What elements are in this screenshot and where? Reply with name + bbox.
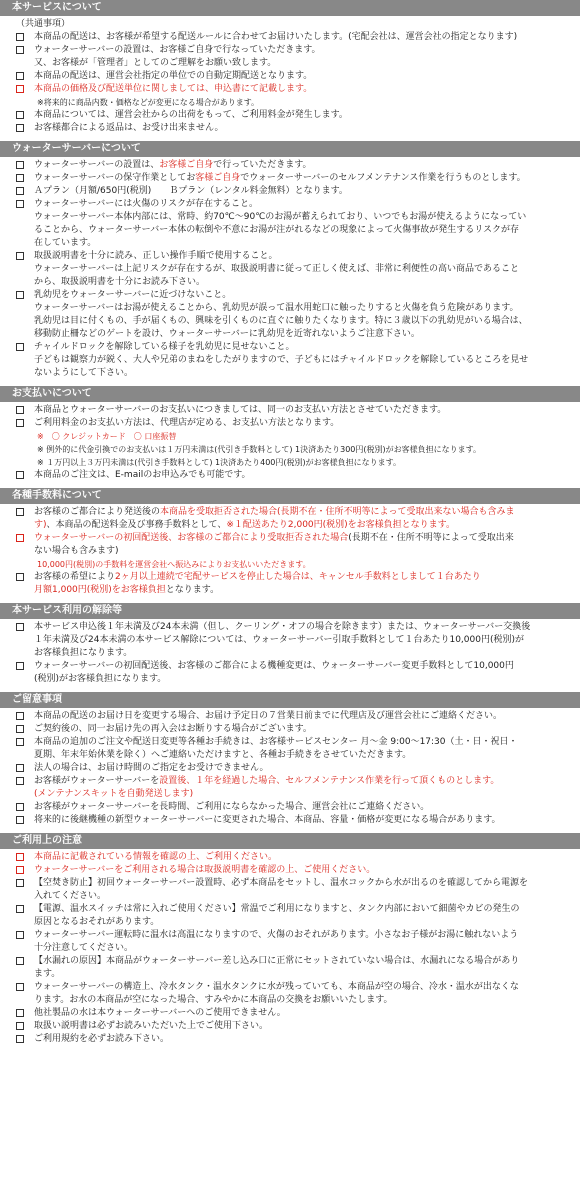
section [13,692,572,827]
checkbox[interactable] [16,803,24,811]
checkbox[interactable] [16,623,24,631]
item-text [34,404,572,417]
item-line: 他社製品の水は本ウォーターサーバーへのご使用できません。 [34,1008,286,1018]
highlight-text: ※１配送あたり2,000円(税別)をお客様負担となります。 [226,520,455,530]
checkbox[interactable] [16,33,24,41]
item-line: 本商品とウォーターサーバーのお支払いにつきましては、同一のお支払い方法とさせていただきます。 [34,405,447,415]
checkbox[interactable] [16,187,24,195]
checklist-item [13,851,572,864]
note-text: ※将来的に商品内数・価格などが変更になる場合があります。 [37,98,260,107]
checkbox[interactable] [16,1022,24,1030]
checklist-item [13,250,572,289]
checklist-item [13,417,572,430]
item-line [34,788,572,801]
item-line: ウォーターサーバーの初回配送後、お客様のご都合による機種変更は、ウォーターサーバー変更手数料として10,000円 [34,661,514,671]
item-line: お客様負担になります。 [34,648,133,658]
item-text [34,1020,572,1033]
highlight-text: お客様ご自身 [159,160,214,170]
checkbox[interactable] [16,957,24,965]
checklist-item [13,109,572,122]
terms-document [13,0,572,1046]
item-line: 【空焚き防止】初回ウォーターサーバー設置時、必ず本商品をセットし、温水コックから水が出るのを確認してから電源を [34,878,529,888]
item-text [34,289,572,341]
section [13,603,572,686]
checklist-item [13,469,572,482]
item-line: ウォーターサーバーの設置は、お客様ご自身で行なっていただきます。 [34,45,321,55]
checkbox[interactable] [16,406,24,414]
note-text: ※ １万円以上３万円未満は(代引き手数料として) 1決済あたり400円(税別)がお客様負担になります。 [37,458,401,467]
checkbox[interactable] [16,85,24,93]
highlight-text: 本商品を受取拒否された場合(長期不在・住所不明等によって受取出来ない場合も含みま [160,507,515,517]
item-line: 子どもは観察力が鋭く、大人や兄弟のまねをしたがりますので、子どもにはチャイルドロックを解除しているところを見せ [34,355,529,365]
checklist-item [13,198,572,250]
section-header: お支払いについて [0,386,580,402]
checkbox[interactable] [16,866,24,874]
checklist-item [13,814,572,827]
checkbox[interactable] [16,252,24,260]
item-line: 【水漏れの原因】本商品がウォーターサーバー差し込み口に正常にセットされていない場合は、水漏れになる場合があり [34,956,520,966]
checklist-item [13,185,572,198]
item-line: 本商品の配送は、運営会社指定の単位での自動定期配送となります。 [34,71,313,81]
item-text [34,736,572,762]
item-text [34,417,572,430]
item-line: 又、お客様が「管理者」としてのご理解をお願い致します。 [34,58,277,68]
item-text [34,532,572,558]
item-line: ウォーターサーバーは上記リスクが存在するが、取扱説明書に従って正しく使えば、非常に利便性の高い商品であること [34,264,520,274]
checklist-item [13,801,572,814]
checklist-item [13,341,572,380]
item-line [34,172,572,185]
checkbox[interactable] [16,1009,24,1017]
text-run: お客様がウォーターサーバーを [34,776,160,786]
checklist-item [13,723,572,736]
section [13,141,572,380]
item-line: 十分注意してください。 [34,943,134,953]
highlight-text: 2ヶ月以上連続で宅配サービスを停止した場合は、キャンセル手数料としまして１台あたり [115,572,481,582]
item-text [34,109,572,122]
item-line: 本商品の追加のご注文や配送日変更等各種お手続きは、お客様サービスセンター 月〜金 9:00〜17:30（土・日・祝日・ [34,737,518,747]
item-text [34,710,572,723]
item-text [34,250,572,289]
checkbox[interactable] [16,662,24,670]
checklist-item [13,1033,572,1046]
item-line [34,506,572,519]
item-line: ウォーターサーバー本体内部には、常時、約70℃〜90℃のお湯が蓄えられており、いつでもお湯が使えるようになってい [34,212,527,222]
checkbox[interactable] [16,738,24,746]
note-text: ※ 〇 クレジットカード 〇 口座振替 [37,432,177,441]
item-line: 入れてください。 [34,891,107,901]
text-run: ウォーターサーバーの保守作業としてお [34,173,196,183]
checkbox[interactable] [16,46,24,54]
item-line [34,159,572,172]
checkbox[interactable] [16,174,24,182]
checkbox[interactable] [16,712,24,720]
checklist-item [13,172,572,185]
item-text [34,185,572,198]
item-text [34,955,572,981]
checkbox[interactable] [16,111,24,119]
item-text [34,31,572,44]
checkbox[interactable] [16,72,24,80]
item-line: ない場合も含みます) [34,546,119,556]
checklist-item [13,955,572,981]
checklist-item [13,877,572,903]
section-header: 本サービス利用の解除等 [0,603,580,619]
checkbox[interactable] [16,471,24,479]
highlight-text: 客様ご自身 [195,173,241,183]
checkbox[interactable] [16,419,24,427]
item-text [34,621,572,660]
checklist-item [13,736,572,762]
item-line: 本商品に記載されている情報を確認の上、ご利用ください。 [34,852,278,862]
checklist-item [13,122,572,135]
item-line: ます。 [34,969,61,979]
checkbox[interactable] [16,1035,24,1043]
checkbox[interactable] [16,534,24,542]
note-text: ※ 例外的に代金引換でのお支払いは１万円未満は(代引き手数料として) 1決済あたり300円(税別)がお客様負担になります。 [37,445,481,454]
checklist-item [13,571,572,597]
item-line: ウォーターサーバーには火傷のリスクが存在すること。 [34,199,259,209]
item-line [34,532,572,545]
checklist-item [13,775,572,801]
checklist-item [13,981,572,1007]
item-line: ることから、ウォーターサーバー本体の転倒や不意にお湯が注がれるなどの現象によって火傷事故が発生するリスクが存 [34,225,520,235]
item-text [34,122,572,135]
item-line [34,775,572,788]
item-text [34,172,572,185]
checkbox[interactable] [16,764,24,772]
checklist-item [13,506,572,532]
item-text [34,762,572,775]
highlight-text: 設置後、１年を経過した場合、セルフメンテナンス作業を行って頂くものとします。 [159,776,500,786]
checklist-item [13,660,572,686]
section [13,0,572,135]
checklist-item [13,621,572,660]
item-line: ご契約後の、同一お届け先の再入会はお断りする場合がございます。 [34,724,312,734]
item-line: ないようにして下さい。 [34,368,134,378]
checkbox[interactable] [16,983,24,991]
highlight-text: す) [34,520,47,530]
checkbox[interactable] [16,931,24,939]
item-text [34,1007,572,1020]
item-text [34,903,572,929]
item-text [34,506,572,532]
item-text [34,660,572,686]
item-line: 本商品の価格及び配送単位に関しましては、申込書にて記載します。 [34,84,313,94]
item-text [34,341,572,380]
item-text [34,159,572,172]
checklist-item [13,83,572,96]
checklist-item [13,864,572,877]
item-line: 夏期、年末年始休業を除く）へご連絡いただけますと、各種お手続きをさせていただきます。 [34,750,412,760]
item-text [34,981,572,1007]
text-run: でウォーターサーバーのセルフメンテナンス作業を行うものとします。 [240,173,526,183]
item-line: ウォーターサーバー運転時に温水は高温になりますので、火傷のおそれがあります。小さなお子様がお湯に触れないよう [34,930,519,940]
checkbox[interactable] [16,816,24,824]
item-text [34,877,572,903]
highlight-text: 月額1,000円(税別)をお客様負担 [34,585,166,595]
checkbox[interactable] [16,879,24,887]
item-line: ウォーターサーバーの構造上、冷水タンク・温水タンクに水が残っていても、本商品が空の場合、冷水・温水が出なくな [34,982,519,992]
item-text [34,571,572,597]
item-line: 本商品のご注文は、E-mailのお申込みでも可能です。 [34,470,251,480]
item-text [34,70,572,83]
item-text [34,864,572,877]
checklist-item [13,762,572,775]
item-line: 法人の場合は、お届け時間のご指定をお受けできません。 [34,763,269,773]
item-line: 本サービス申込後１年未満及び24本未満（但し、クーリング・オフの場合を除きます）または、ウォーターサーバー交換後 [34,622,531,632]
item-text [34,83,572,96]
checklist-item [13,903,572,929]
section-header: ご留意事項 [0,692,580,708]
section [13,386,572,482]
checkbox[interactable] [16,777,24,785]
item-line: 移動防止柵などのゲートを設け、ウォーターサーバーに乳幼児を近寄れないようご注意下さい。 [34,329,420,339]
item-text [34,851,572,864]
item-text [34,198,572,250]
highlight-text: (メンテナンスキットを自動発送します) [34,789,194,799]
checklist-item [13,289,572,341]
checklist-item [13,532,572,558]
item-text [34,801,572,814]
item-line: 乳幼児をウォーターサーバーに近づけないこと。 [34,290,232,300]
section-subheading: （共通事項） [16,19,71,29]
text-run: ウォーターサーバーの設置は、 [34,160,160,170]
checkbox[interactable] [16,291,24,299]
item-text [34,814,572,827]
item-line: ります。お水の本商品が空になった場合、すみやかに本商品の交換をお願いいたします。 [34,995,393,1005]
checklist-item [13,44,572,70]
item-text [34,469,572,482]
item-line: 将来的に後継機種の新型ウォーターサーバーに変更された場合、本商品、容量・価格が変更になる場合があります。 [34,815,501,825]
item-text [34,44,572,70]
item-line [34,571,572,584]
item-line: チャイルドロックを解除している様子を乳幼児に見せないこと。 [34,342,295,352]
item-line [34,519,572,532]
section-header: 各種手数料について [0,488,580,504]
item-line: 本商品の配送は、お客様が希望する配送ルールに合わせてお届けいたします。(宅配会社は、運営会社の指定となります) [34,32,518,42]
text-run: お客様のご都合により発送後の [34,507,161,517]
highlight-text: ウォーターサーバーの初回配送後、お客様のご都合により受取拒否された場合 [34,533,349,543]
item-line: お客様がウォーターサーバーを長時間、ご利用にならなかった場合、運営会社にご連絡ください。 [34,802,430,812]
checkbox[interactable] [16,124,24,132]
item-line: ウォーターサーバーをご利用される場合は取扱説明書を確認の上、ご使用ください。 [34,865,376,875]
checkbox[interactable] [16,200,24,208]
item-line: 【電源、温水スイッチは常に入れご使用ください】常温でご利用になりますと、タンク内部において細菌やカビの発生の [34,904,520,914]
item-line: ご利用料金のお支払い方法は、代理店が定める、お支払い方法となります。 [34,418,340,428]
checklist-item [13,929,572,955]
item-line: Ａプラン（月額/650円(税別) Ｂプラン（レンタル料金無料）となります。 [34,186,348,196]
checklist-item [13,159,572,172]
item-line: 原因となるおそれがあります。 [34,917,160,927]
checklist-item [13,404,572,417]
checkbox[interactable] [16,508,24,516]
section-header: ご利用上の注意 [0,833,580,849]
item-line: 取扱説明書を十分に読み、正しい操作手順で使用すること。 [34,251,278,261]
section-header: 本サービスについて [0,0,580,16]
checklist-item [13,31,572,44]
item-line: 乳幼児は目に付くもの、手が届くもの、興味を引くものに直ぐに触りたくなります。特に３歳以下の乳幼児がいる場合は、 [34,316,528,326]
item-line [34,584,572,597]
checkbox[interactable] [16,853,24,861]
item-text [34,775,572,801]
text-run: で行っていただきます。 [213,160,312,170]
item-text [34,929,572,955]
item-text [34,723,572,736]
item-line: 取扱い説明書は必ずお読みいただいた上でご使用下さい。 [34,1021,269,1031]
checklist-item [13,70,572,83]
text-run: 、本商品の配送料金及び事務手数料として、 [46,520,227,530]
checkbox[interactable] [16,725,24,733]
item-line: から、取扱説明書を十分にお読み下さい。 [34,277,206,287]
section-header: ウォーターサーバーについて [0,141,580,157]
item-line: ご利用規約を必ずお読み下さい。 [34,1034,170,1044]
item-line: (税別)がお客様負担になります。 [34,674,167,684]
item-line: ウォーターサーバーはお湯が使えることから、乳幼児が誤って温水用蛇口に触ったりすると火傷を負う危険があります。 [34,303,519,313]
text-run: お客様の希望により [34,572,116,582]
item-line: 本商品の配送のお届け日を変更する場合、お届け予定日の７営業日前までに代理店及び運営会社にご連絡ください。 [34,711,503,721]
text-run: (長期不在・住所不明等によって受取出来 [348,533,514,543]
section [13,488,572,597]
checklist-item [13,1007,572,1020]
text-run: となります。 [165,585,220,595]
item-text [34,1033,572,1046]
item-line: 在しています。 [34,238,97,248]
checkbox[interactable] [16,573,24,581]
item-line: １年未満及び24本未満の本サービス解除については、ウォーターサーバー引取手数料として１台あたり10,000円(税別)が [34,635,524,645]
item-line: お客様都合による返品は、お受け出来ません。 [34,123,224,133]
section [13,833,572,1046]
checklist-item [13,1020,572,1033]
note-text: 10,000円(税別)の手数料を運営会社へ振込みによりお支払いいただきます。 [37,560,311,569]
checkbox[interactable] [16,343,24,351]
item-line: 本商品については、運営会社からの出荷をもって、ご利用料金が発生します。 [34,110,348,120]
checkbox[interactable] [16,161,24,169]
checkbox[interactable] [16,905,24,913]
checklist-item [13,710,572,723]
